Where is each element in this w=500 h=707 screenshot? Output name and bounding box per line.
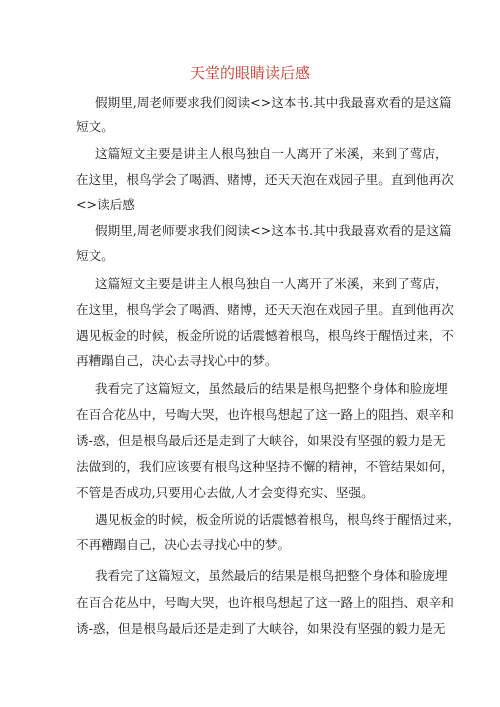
- document-title: 天堂的眼睛读后感: [189, 64, 310, 82]
- text-line: 诱-惑，但是根鸟最后还是走到了大峡谷，如果没有坚强的毅力是无: [76, 621, 446, 636]
- text-line: 这篇短文主要是讲主人根鸟独自一人离开了米溪，来到了莺店，: [95, 276, 448, 291]
- text-line: 在这里，根鸟学会了喝酒、赌博，还天天泡在戏园子里。直到他再次: [76, 302, 454, 317]
- text-line: 不管是否成功,只要用心去做,人才会变得充实、坚强。: [76, 485, 374, 500]
- text-line: 在这里，根鸟学会了喝酒、赌博，还天天泡在戏园子里。直到他再次: [76, 172, 454, 187]
- text-line: 遇见板金的时候，板金所说的话震憾着根鸟，根鸟终于醒悟过来，不: [76, 328, 454, 343]
- text-line: 再糟蹋自己，决心去寻找心中的梦。: [76, 353, 278, 368]
- text-line: 我看完了这篇短文，虽然最后的结果是根鸟把整个身体和脸庞埋: [95, 381, 448, 396]
- text-line: 假期里,周老师要求我们阅读<>这本书.其中我最喜欢看的是这篇: [95, 95, 452, 110]
- text-line: 诱-惑，但是根鸟最后还是走到了大峡谷，如果没有坚强的毅力是无: [76, 433, 446, 448]
- text-line: 遇见板金的时候，板金所说的话震憾着根鸟，根鸟终于醒悟过来，: [95, 512, 461, 527]
- text-line: 短文。: [76, 248, 114, 263]
- text-line: 我看完了这篇短文，虽然最后的结果是根鸟把整个身体和脸庞埋: [95, 568, 448, 583]
- text-line: 在百合花丛中，号啕大哭，也许根鸟想起了这一路上的阻挡、艰辛和: [76, 595, 454, 610]
- text-line: 法做到的，我们应该要有根鸟这种坚持不懈的精神，不管结果如何，: [76, 459, 454, 474]
- text-line: <>读后感: [76, 197, 135, 212]
- text-line: 在百合花丛中，号啕大哭，也许根鸟想起了这一路上的阻挡、艰辛和: [76, 407, 454, 422]
- text-line: 这篇短文主要是讲主人根鸟独自一人离开了米溪，来到了莺店，: [95, 146, 448, 161]
- text-line: 假期里,周老师要求我们阅读<>这本书.其中我最喜欢看的是这篇: [95, 223, 452, 238]
- text-line: 不再糟蹋自己，决心去寻找心中的梦。: [76, 537, 291, 552]
- text-line: 短文。: [76, 119, 114, 134]
